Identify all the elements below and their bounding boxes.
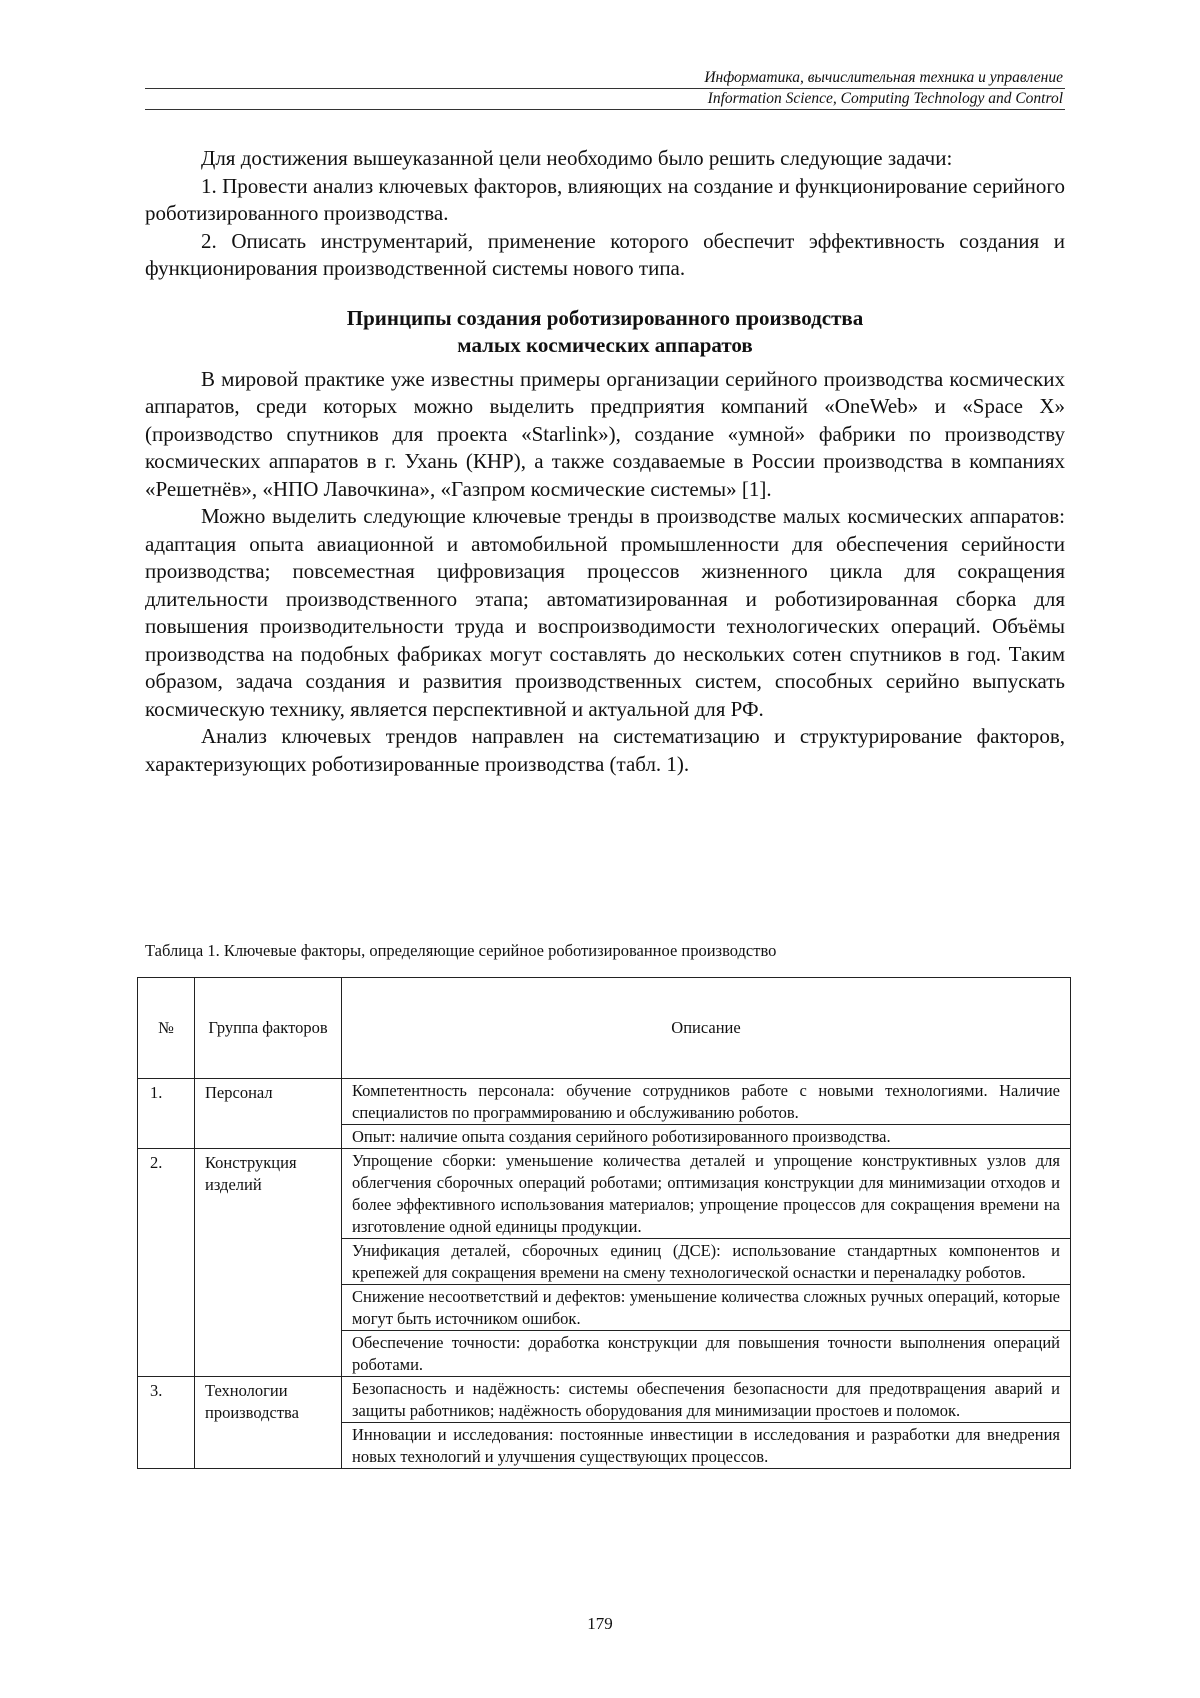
header-num: № bbox=[138, 978, 195, 1079]
row-desc: Упрощение сборки: уменьшение количества деталей и упрощение конструктивных узлов для облегчения сборочных операций роботами; оптимизация конструкции для минимизации отходов и более эффективного использования материалов; упрощение процессов для сокращения времени на изготовление одной единицы продукции. bbox=[342, 1149, 1071, 1239]
body-text bbox=[145, 145, 1065, 778]
row-num: 1. bbox=[138, 1079, 195, 1149]
row-desc: Компетентность персонала: обучение сотрудников работе с новыми технологиями. Наличие специалистов по программированию и обслуживанию роботов. bbox=[342, 1079, 1071, 1125]
row-num: 2. bbox=[138, 1149, 195, 1377]
table-row bbox=[138, 1079, 1071, 1125]
row-desc: Инновации и исследования: постоянные инвестиции в исследования и разработки для внедрения новых технологий и улучшения существующих процессов. bbox=[342, 1423, 1071, 1469]
table-header-row bbox=[138, 978, 1071, 1079]
header-desc: Описание bbox=[342, 978, 1071, 1079]
row-desc: Опыт: наличие опыта создания серийного роботизированного производства. bbox=[342, 1125, 1071, 1149]
row-num: 3. bbox=[138, 1377, 195, 1469]
task-item-1: 1. Провести анализ ключевых факторов, влияющих на создание и функционирование серийного роботизированного производства. bbox=[145, 173, 1065, 225]
row-group: Персонал bbox=[195, 1079, 342, 1149]
running-header-ru: Информатика, вычислительная техника и управление bbox=[145, 68, 1065, 89]
section-paragraph-1: В мировой практике уже известны примеры организации серийного производства космических аппаратов, среди которых можно выделить предприятия компаний «OneWeb» и «Space X» (производство спутников для проекта «Starlink»), создание «умной» фабрики по производству космических аппаратов в г. Ухань (КНР), а также создаваемые в России производства в компаниях «Решетнёв», «НПО Лавочкина», «Газпром космические системы» [1]. bbox=[145, 366, 1065, 501]
section-heading-line-2: малых космических аппаратов bbox=[457, 333, 753, 357]
table-caption: Таблица 1. Ключевые факторы, определяющие серийное роботизированное производство bbox=[145, 941, 777, 960]
section-heading bbox=[145, 305, 1065, 360]
row-desc: Снижение несоответствий и дефектов: уменьшение количества сложных ручных операций, которые могут быть источником ошибок. bbox=[342, 1285, 1071, 1331]
row-desc: Обеспечение точности: доработка конструкции для повышения точности выполнения операций роботами. bbox=[342, 1331, 1071, 1377]
table-row bbox=[138, 1149, 1071, 1239]
running-header bbox=[145, 68, 1065, 110]
factors-table bbox=[137, 977, 1071, 1469]
task-item-2: 2. Описать инструментарий, применение которого обеспечит эффективность создания и функционирования производственной системы нового типа. bbox=[145, 228, 1065, 280]
row-group: Технологии производства bbox=[195, 1377, 342, 1469]
row-desc: Унификация деталей, сборочных единиц (ДСЕ): использование стандартных компонентов и крепежей для сокращения времени на смену технологической оснастки и переналадку роботов. bbox=[342, 1239, 1071, 1285]
intro-paragraph: Для достижения вышеуказанной цели необходимо было решить следующие задачи: bbox=[201, 146, 953, 170]
section-paragraph-3: Анализ ключевых трендов направлен на систематизацию и структурирование факторов, характеризующих роботизированные производства (табл. 1). bbox=[145, 724, 1065, 776]
header-group: Группа факторов bbox=[195, 978, 342, 1079]
row-group: Конструкция изделий bbox=[195, 1149, 342, 1377]
table-row bbox=[138, 1377, 1071, 1423]
row-desc: Безопасность и надёжность: системы обеспечения безопасности для предотвращения аварий и защиты работников; надёжность оборудования для минимизации простоев и поломок. bbox=[342, 1377, 1071, 1423]
running-header-en: Information Science, Computing Technology and Control bbox=[145, 89, 1065, 110]
section-paragraph-2: Можно выделить следующие ключевые тренды в производстве малых космических аппаратов: адаптация опыта авиационной и автомобильной промышленности для обеспечения серийности производства; повсеместная цифровизация процессов жизненного цикла для сокращения длительности производственного этапа; автоматизированная и роботизированная сборка для повышения производительности труда и воспроизводимости технологических операций. Объёмы производства на подобных фабриках могут составлять до нескольких сотен спутников в год. Таким образом, задача создания и развития производственных систем, способных серийно выпускать космическую технику, является перспективной и актуальной для РФ. bbox=[145, 504, 1065, 721]
section-heading-line-1: Принципы создания роботизированного производства bbox=[346, 305, 864, 330]
page-number: 179 bbox=[587, 1614, 613, 1633]
